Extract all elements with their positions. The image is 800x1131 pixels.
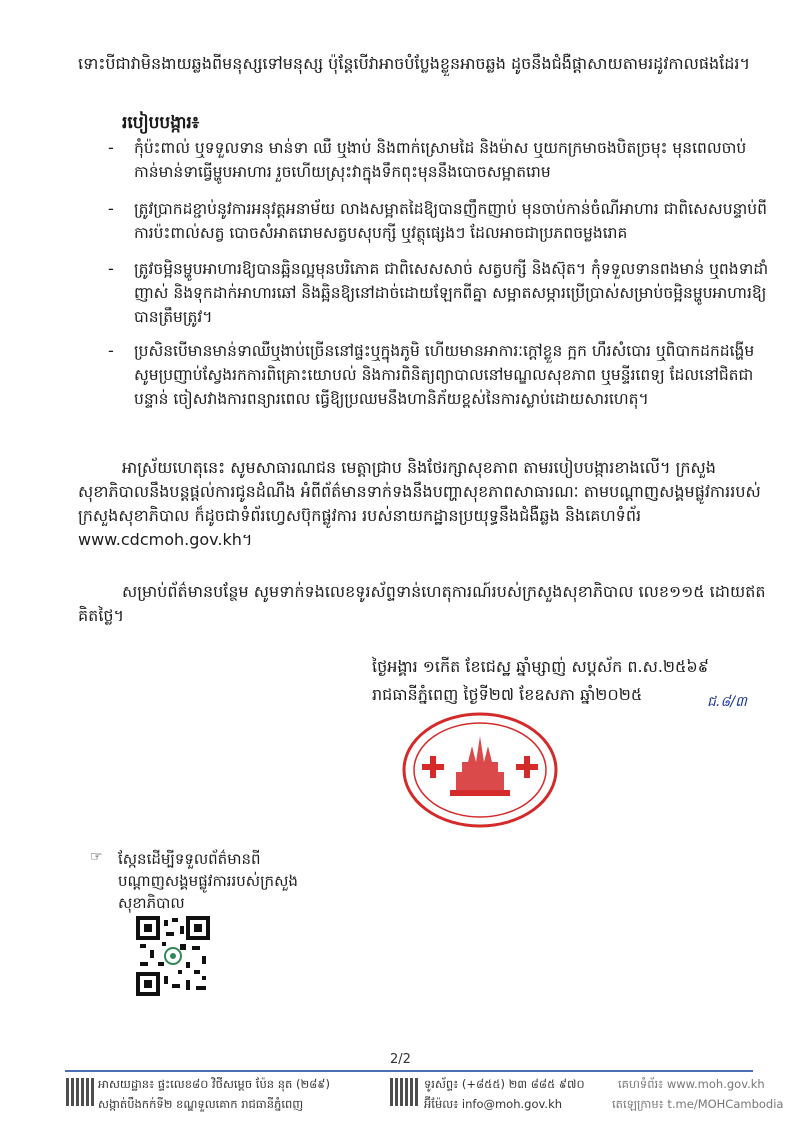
contact-paragraph: សម្រាប់ព័ត៌មានបន្ថែម សូមទាក់ទងលេខទូរស័ព្ទទាន់ហេតុការណ៍របស់ក្រសួងសុខាភិបាល លេខ១១៥ ដោយឥតគិតថ្លៃ។ <box>78 582 766 625</box>
footer-phone: ទូរស័ព្ទ៖ (+៨៥៥) ២៣ ៨៨៥ ៩៧០ <box>424 1077 585 1091</box>
footer-address-1: អាសយដ្ឋាន៖ ផ្ទះលេខ៨០ វិថីសម្តេច ប៉ែន នុត (២៨៩) <box>98 1077 330 1091</box>
notice-paragraph: អាស្រ័យហេតុនេះ សូមសាធារណជន មេត្តាជ្រាប និងថែរក្សាសុខភាព តាមរបៀបបង្ការខាងលើ។ ក្រសួងសុខាភិបាលនឹងបន្តផ្តល់ការជូនដំណឹង អំពីព័ត៌មានទាក់ទងនឹងបញ្ហាសុខភាពសាធារណៈ តាមបណ្តាញសង្គមផ្លូវការរបស់ក្រសួងសុខាភិបាល ក៏ដូចជាទំព័រហ្វេសប៊ុកផ្លូវការ របស់នាយកដ្ឋានប្រយុទ្ធនឹងជំងឺឆ្លង និងគេហទំព័រ www.cdcmoh.gov.kh។ <box>78 458 761 549</box>
qr-code[interactable] <box>136 916 210 996</box>
bullet-dash: - <box>108 341 114 360</box>
bullet-item: ប្រសិនបើមានមាន់ទាឈឺឬងាប់ច្រើននៅផ្ទះឬក្នុងភូមិ ហើយមានអាការៈក្តៅខ្លួន ក្អក ហឹរសំបោរ ឬពិបាកដកដង្ហើម សូមប្រញាប់ស្វែងរកការពិគ្រោះយោបល់ និងការពិនិត្យព្យាបាលនៅមណ្ឌលសុខភាព ឬមន្ទីរពេទ្យ ដែលនៅជិតជាបន្ទាន់ ចៀសវាងការពន្យារពេល ធ្វើឱ្យប្រឈមនឹងហានិភ័យខ្ពស់នៃការស្លាប់ដោយសារហេតុ។ <box>134 342 755 408</box>
footer-qr-icon <box>390 1078 418 1106</box>
handwritten-signature: ជ.៨/៣ <box>707 694 747 710</box>
bullet-item: ត្រូវចម្អិនម្ហូបអាហារឱ្យបានឆ្អិនល្អមុនបរិភោគ ជាពិសេសសាច់ សត្វបក្សី និងស៊ុត។ កុំទទួលទានពងមាន់ ឬពងទាដាំញាស់ និងទុកដាក់អាហារឆៅ និងឆ្អិនឱ្យនៅដាច់ដោយឡែកពីគ្នា សម្អាតសម្ភារប្រើប្រាស់សម្រាប់ចម្អិនម្ហូបអាហារឱ្យបានត្រឹមត្រូវ។ <box>134 260 769 326</box>
ministry-seal <box>400 710 560 830</box>
bullet-dash: - <box>108 259 114 278</box>
bullet-item: កុំប៉ះពាល់ ឬទទួលទាន មាន់ទា ឈឺ ឬងាប់ និងពាក់ស្រោមដៃ និងម៉ាស ឬយកក្រមាចងបិតច្រមុះ មុនពេលចាប់កាន់មាន់ទាធ្វើម្ហូបអាហារ រួចហើយស្រុះវាក្នុងទឹកពុះមុននឹងបោចសម្អាតរោម <box>134 139 747 181</box>
footer-qr-icon <box>66 1078 94 1106</box>
page-number: 2/2 <box>390 1052 411 1067</box>
footer-divider <box>65 1070 753 1072</box>
prevention-heading: របៀបបង្ការ៖ <box>122 113 200 133</box>
bullet-dash: - <box>108 199 114 218</box>
footer-address-2: សង្កាត់បឹងកក់ទី២ ខណ្ឌទួលគោក រាជធានីភ្នំពេញ <box>98 1097 304 1111</box>
intro-paragraph: ទោះបីជាវាមិនងាយឆ្លងពីមនុស្សទៅមនុស្ស ប៉ុន្តែបើវាអាចបំប្លែងខ្លួនអាចឆ្លង ដូចនឹងជំងឺផ្តាសាយតាមរដូវកាលផងដែរ។ <box>78 54 751 73</box>
bullet-item: ត្រូវប្រាកដខ្ជាប់នូវការអនុវត្តអនាម័យ លាងសម្អាតដៃឱ្យបានញឹកញាប់ មុនចាប់កាន់ចំណីអាហារ ជាពិសេសបន្ទាប់ពីការប៉ះពាល់សត្វ បោចសំអាតរោមសត្វបសុបក្សី ឬវត្ថុផ្សេងៗ ដែលអាចជាប្រភពចម្លងរោគ <box>134 200 767 242</box>
lunar-date: ថ្ងៃអង្គារ ១កើត ខែជេស្ឋ ឆ្នាំម្សាញ់ សប្តស័ក ព.ស.២៥៦៩ <box>372 657 710 676</box>
bullet-dash: - <box>108 138 114 157</box>
footer-telegram[interactable]: តេឡេក្រាម៖ t.me/MOHCambodia <box>612 1097 784 1111</box>
pointing-hand-icon: ☞ <box>90 849 103 865</box>
scan-instruction: ស្កែនដើម្បីទទួលព័ត៌មានពីបណ្តាញសង្គមផ្លូវការរបស់ក្រសួងសុខាភិបាល <box>118 850 298 912</box>
footer-email[interactable]: អ៊ីម៉ែល៖ info@moh.gov.kh <box>424 1097 563 1111</box>
footer-website[interactable]: គេហទំព័រ៖ www.moh.gov.kh <box>618 1077 765 1091</box>
solar-date: រាជធានីភ្នំពេញ ថ្ងៃទី២៧ ខែឧសភា ឆ្នាំ២០២៥ <box>372 685 643 704</box>
